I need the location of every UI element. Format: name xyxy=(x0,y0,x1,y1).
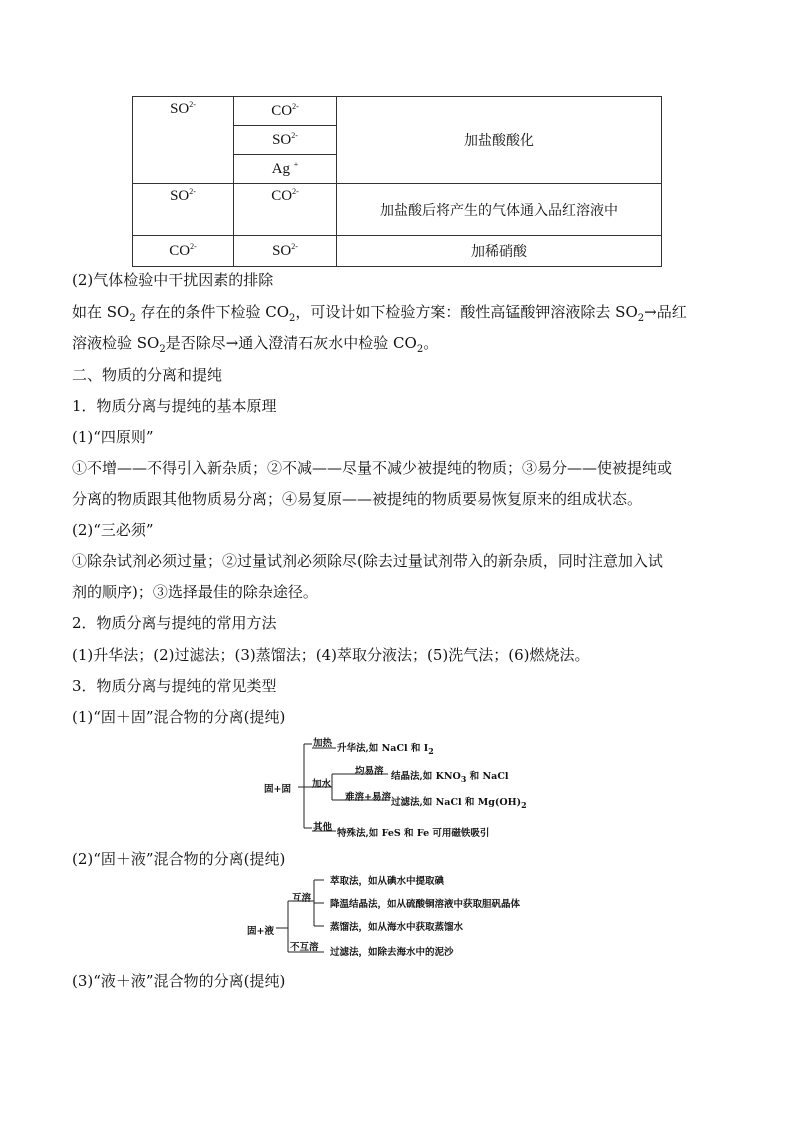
branch-label: 其他 xyxy=(313,822,333,833)
paragraph: ①不增——不得引入新杂质；②不减——尽量不减少被提纯的物质；③易分——使被提纯或 xyxy=(72,459,673,477)
paragraph: 如在 $SO_2$ 存在的条件下检验 $CO_2$，可设计如下检验方案：酸性高锰酸钾溶液除去 $SO_2\to$品红 xyxy=(72,303,687,324)
branch-result: 特殊法,如 FeS 和 Fe 可用磁铁吸引 xyxy=(337,828,490,839)
branch-result: 蒸馏法，如从海水中获取蒸馏水 xyxy=(330,922,464,933)
section-heading: 3．物质分离与提纯的常见类型 xyxy=(72,677,277,695)
method-cell: 加盐酸酸化 xyxy=(337,97,662,184)
branch-result: 升华法,如 NaCl 和 $I_2$ xyxy=(337,743,434,756)
section-heading: 二、物质的分离和提纯 xyxy=(72,366,223,384)
branch-label: 均易溶 xyxy=(355,766,384,777)
branch-label: 难溶+易溶 xyxy=(345,792,391,803)
branch-result: 萃取法，如从碘水中提取碘 xyxy=(330,876,445,887)
ion-cell: $SO^{2-}$ xyxy=(133,184,234,236)
paragraph: 分离的物质跟其他物质易分离；④易复原——被提纯的物质要易恢复原来的组成状态。 xyxy=(72,490,643,508)
method-cell: 加稀硝酸 xyxy=(337,236,662,267)
paragraph: 溶液检验 $SO_2$是否除尽→通入澄清石灰水中检验 $CO_2$。 xyxy=(72,334,439,355)
subheading: (1)“四原则” xyxy=(72,428,154,446)
section-heading: 1．物质分离与提纯的基本原理 xyxy=(72,397,277,415)
paragraph: ①除杂试剂必须过量；②过量试剂必须除尽(除去过量试剂带入的新杂质，同时注意加入试 xyxy=(72,552,663,570)
subheading: (2)“三必须” xyxy=(72,521,154,539)
branch-result: 过滤法，如除去海水中的泥沙 xyxy=(330,947,454,958)
diagram-root: 固+液 xyxy=(247,926,274,937)
interference-table xyxy=(132,96,662,267)
ion-cell: $SO^{2-}$ xyxy=(133,97,234,184)
interference-cell: $SO^{2-}$ xyxy=(234,126,337,155)
method-cell: 加盐酸后将产生的气体通入品红溶液中 xyxy=(337,184,662,236)
subheading: (2)“固＋液”混合物的分离(提纯) xyxy=(72,850,286,868)
subheading: (1)“固＋固”混合物的分离(提纯) xyxy=(72,708,286,726)
subheading: (2)气体检验中干扰因素的排除 xyxy=(72,271,274,289)
subheading: (3)“液＋液”混合物的分离(提纯) xyxy=(72,972,286,990)
interference-cell: $SO^{2-}$ xyxy=(234,236,337,267)
branch-label: 加水 xyxy=(312,779,332,790)
branch-result: 降温结晶法，如从硫酸铜溶液中获取胆矾晶体 xyxy=(330,899,521,910)
branch-result: 结晶法,如 $KNO_3$ 和 NaCl xyxy=(391,771,509,784)
branch-result: 过滤法,如 NaCl 和 $Mg(OH)_2$ xyxy=(391,797,527,810)
paragraph: (1)升华法；(2)过滤法；(3)蒸馏法；(4)萃取分液法；(5)洗气法；(6)燃烧法。 xyxy=(72,646,590,664)
branch-label: 加热 xyxy=(313,738,333,749)
branch-label: 不互溶 xyxy=(290,942,319,953)
paragraph: 剂的顺序)；③选择最佳的除杂途径。 xyxy=(72,583,318,601)
branch-label: 互溶 xyxy=(292,893,312,904)
ion-cell: $CO^{2-}$ xyxy=(133,236,234,267)
section-heading: 2．物质分离与提纯的常用方法 xyxy=(72,614,277,632)
diagram-root: 固+固 xyxy=(264,784,291,795)
interference-cell: $CO^{2-}$ xyxy=(234,97,337,126)
interference-cell: Ag + xyxy=(234,155,337,184)
interference-cell: $CO^{2-}$ xyxy=(234,184,337,236)
